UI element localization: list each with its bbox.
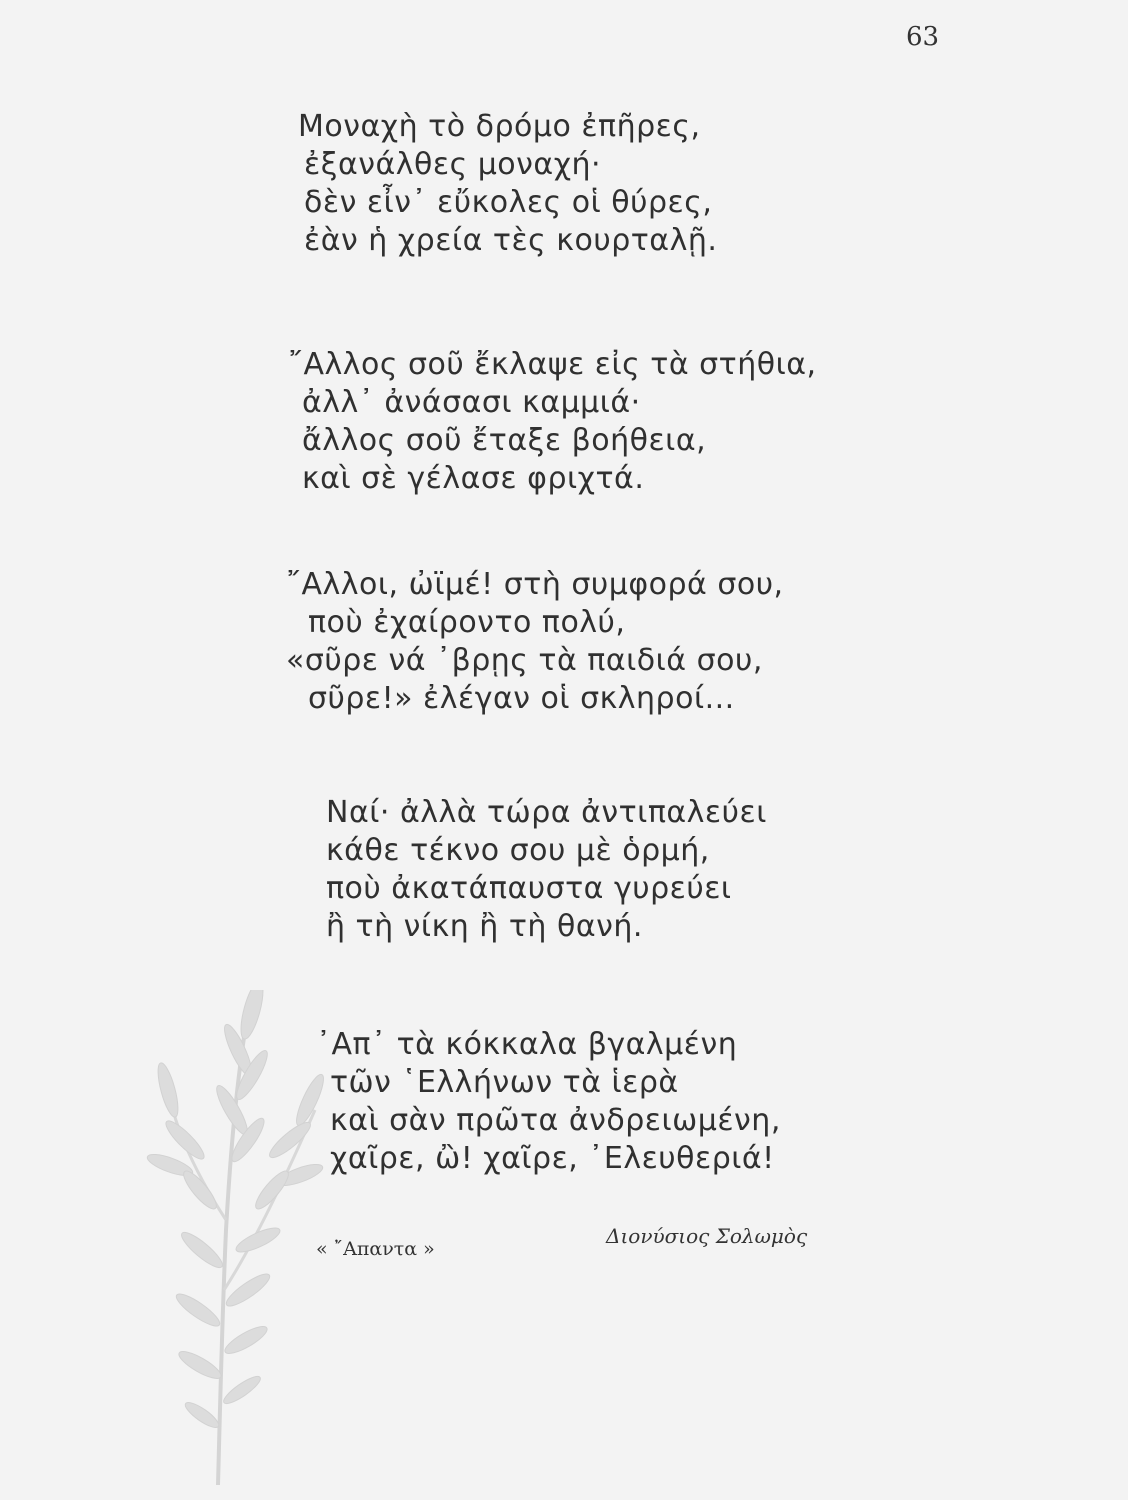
- stanza-line: δὲν εἶν᾿ εὔκολες οἱ θύρες,: [304, 185, 713, 220]
- stanza-line: ἐξανάλθες μοναχή·: [304, 147, 602, 182]
- stanza-line: ῎Αλλος σοῦ ἔκλαψε εἰς τὰ στήθια,: [288, 347, 817, 382]
- author-signature: Διονύσιος Σολωμὸς: [606, 1224, 808, 1248]
- stanza-line: ἀλλ᾿ ἀνάσασι καμμιά·: [302, 385, 641, 420]
- stanza-line: ἄλλος σοῦ ἔταξε βοήθεια,: [302, 423, 707, 458]
- stanza-line: ἐὰν ἡ χρεία τὲς κουρταλῇ.: [304, 223, 718, 258]
- stanza-4: [326, 794, 767, 946]
- stanza-line: ῎Αλλοι, ὠϊμέ! στὴ συμφορά σου,: [286, 567, 784, 602]
- page-number: 63: [906, 22, 940, 52]
- stanza-line: καὶ σὰν πρῶτα ἀνδρειωμένη,: [330, 1103, 781, 1138]
- stanza-line: Μοναχὴ τὸ δρόμο ἐπῆρες,: [298, 109, 701, 144]
- stanza-line: τῶν ῾Ελλήνων τὰ ἱερὰ: [330, 1065, 679, 1100]
- stanza-2: [288, 346, 817, 498]
- stanza-3: [286, 566, 784, 718]
- stanza-line: Ναί· ἀλλὰ τώρα ἀντιπαλεύει: [326, 795, 767, 830]
- stanza-line: χαῖρε, ὢ! χαῖρε, ᾿Ελευθεριά!: [330, 1141, 775, 1176]
- stanza-1: [298, 108, 717, 260]
- source-citation: « ῎Απαντα »: [316, 1238, 435, 1260]
- stanza-line: ποὺ ἀκατάπαυστα γυρεύει: [326, 871, 732, 906]
- stanza-line: ἢ τὴ νίκη ἢ τὴ θανή.: [326, 909, 643, 944]
- stanza-line: καὶ σὲ γέλασε φριχτά.: [302, 461, 645, 496]
- stanza-line: ποὺ ἐχαίροντο πολύ,: [308, 605, 626, 640]
- stanza-line: ᾿Απ᾿ τὰ κόκκαλα βγαλμένη: [316, 1027, 738, 1062]
- stanza-5: [316, 1026, 781, 1178]
- olive-branch-icon: [140, 990, 330, 1490]
- stanza-line: «σῦρε νά ᾿βρῃς τὰ παιδιά σου,: [286, 643, 763, 678]
- stanza-line: σῦρε!» ἐλέγαν οἱ σκληροί...: [308, 681, 735, 716]
- stanza-line: κάθε τέκνο σου μὲ ὁρμή,: [326, 833, 710, 868]
